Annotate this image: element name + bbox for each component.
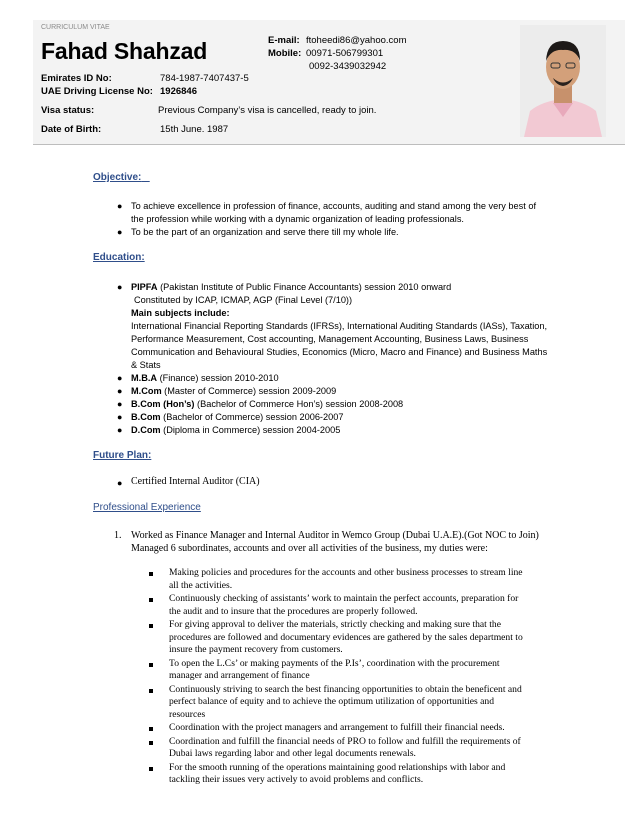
duty-line: perfect balance of equity and to achieve the optimum utilization of opportunities and <box>169 696 495 708</box>
duty-line: manager and arrangement of finance <box>169 670 310 682</box>
license-value: 1926846 <box>160 86 197 97</box>
square-bullet-icon <box>149 767 153 771</box>
bullet-icon: ● <box>117 201 123 211</box>
duty-line: Continuously striving to search the best financing opportunities to obtain the beneficent and <box>169 683 522 695</box>
square-bullet-icon <box>149 663 153 667</box>
bullet-icon: ● <box>117 373 123 383</box>
objective-line-1: To achieve excellence in profession of finance, accounts, auditing and stand among the very best of <box>131 201 537 211</box>
degree-mba: M.B.A (Finance) session 2010-2010 <box>131 373 279 383</box>
bullet-icon: ● <box>117 412 123 422</box>
duty-line: To open the L.Cs’ or making payments of the P.Is’, coordination with the procurement <box>169 657 500 669</box>
experience-intro-2: Managed 6 subordinates, accounts and over all activities of the business, my duties were: <box>131 543 488 554</box>
license-label: UAE Driving License No: <box>41 86 153 97</box>
square-bullet-icon <box>149 689 153 693</box>
profile-photo <box>520 25 606 137</box>
square-bullet-icon <box>149 598 153 602</box>
duty-line: Dubai laws regarding labor and other legal documents renewals. <box>169 748 416 760</box>
bullet-icon: ● <box>117 227 123 237</box>
email-value: ftoheedi86@yahoo.com <box>306 35 407 46</box>
experience-heading: Professional Experience <box>93 502 201 513</box>
bullet-icon: ● <box>117 282 123 292</box>
emirates-id-label: Emirates ID No: <box>41 73 112 84</box>
main-subjects-label: Main subjects include: <box>131 308 230 318</box>
future-plan-heading: Future Plan: <box>93 450 152 461</box>
header-faint-text: CURRICULUM VITAE <box>41 24 110 31</box>
pipfa-constituted: Constituted by ICAP, ICMAP, AGP (Final Level (7/10)) <box>134 295 353 305</box>
visa-label: Visa status: <box>41 105 95 116</box>
objective-heading: Objective: <box>93 172 142 183</box>
objective-line-3: To be the part of an organization and serve there till my whole life. <box>131 227 399 237</box>
education-heading: Education: <box>93 252 145 263</box>
bullet-icon: ● <box>117 425 123 435</box>
pipfa-bold: PIPFA <box>131 282 158 292</box>
objective-line-2: the profession while working with a dynamic organization of leading professionals. <box>131 214 464 224</box>
subjects-line-4: & Stats <box>131 360 161 370</box>
subjects-line-3: Communication and Behavioural Studies, Economics (Micro, Macro and Finance) and Business Maths <box>131 347 548 357</box>
duty-line: For giving approval to deliver the materials, strictly checking and making sure that the <box>169 619 501 630</box>
dob-value: 15th June. 1987 <box>160 124 229 135</box>
bullet-icon: ● <box>117 478 123 488</box>
square-bullet-icon <box>149 572 153 576</box>
duty-line: Coordination with the project managers and arrangement to fulfill their financial needs. <box>169 722 505 734</box>
duty-line: all the activities. <box>169 579 233 591</box>
subjects-line-1: International Financial Reporting Standards (IFRSs), International Auditing Standards (IASs), Taxation, <box>131 321 548 331</box>
duty-line: tackling their issues very actively to avoid problems and conflicts. <box>169 774 424 786</box>
future-plan-item: Certified Internal Auditor (CIA) <box>131 476 260 487</box>
degree-dcom: D.Com (Diploma in Commerce) session 2004-2005 <box>131 425 341 435</box>
degree-mcom: M.Com (Master of Commerce) session 2009-2009 <box>131 386 337 396</box>
candidate-name: Fahad Shahzad <box>41 38 208 64</box>
pipfa-line <box>131 281 451 294</box>
dob-label: Date of Birth: <box>41 124 102 135</box>
bullet-icon: ● <box>117 386 123 396</box>
duty-line: insure the payment recovery from customers. <box>169 644 343 656</box>
duty-line: For the smooth running of the operations maintaining good relationships with labor and <box>169 761 506 773</box>
mobile-label: Mobile: <box>268 48 302 59</box>
pipfa-rest: (Pakistan Institute of Public Finance Accountants) session 2010 onward <box>157 282 452 292</box>
duty-line: procedures are followed and documentary evidences are gathered by the sales department to <box>169 631 523 643</box>
square-bullet-icon <box>149 741 153 745</box>
subjects-line-2: Performance Measurement, Cost accounting, Management Accounting, Business Laws, Business <box>131 334 529 344</box>
mobile-value-2: 0092-3439032942 <box>309 61 387 72</box>
email-label: E-mail: <box>268 35 300 46</box>
experience-intro-1: Worked as Finance Manager and Internal Auditor in Wemco Group (Dubai U.A.E).(Got NOC to Join) <box>131 530 539 541</box>
degree-bcom-hons: B.Com (Hon’s) (Bachelor of Commerce Hon’s) session 2008-2008 <box>131 399 404 409</box>
visa-value: Previous Company’s visa is cancelled, ready to join. <box>158 105 377 116</box>
duty-line: the audit and to insure that the procedures are properly followed. <box>169 605 418 617</box>
bullet-icon: ● <box>117 399 123 409</box>
degree-bcom: B.Com (Bachelor of Commerce) session 2006-2007 <box>131 412 344 422</box>
duty-line: Coordination and fulfill the financial needs of PRO to follow and fulfill the requirements of <box>169 735 521 747</box>
square-bullet-icon <box>149 624 153 628</box>
duty-line: Making policies and procedures for the accounts and other business processes to stream line <box>169 567 523 578</box>
duty-line: resources <box>169 708 206 720</box>
duty-line: Continuously checking of assistants’ work to maintain the perfect accounts, preparation for <box>169 593 519 604</box>
square-bullet-icon <box>149 727 153 731</box>
experience-number: 1. <box>114 530 122 541</box>
mobile-value-1: 00971-506799301 <box>306 48 384 59</box>
emirates-id-value: 784-1987-7407437-5 <box>160 73 249 84</box>
